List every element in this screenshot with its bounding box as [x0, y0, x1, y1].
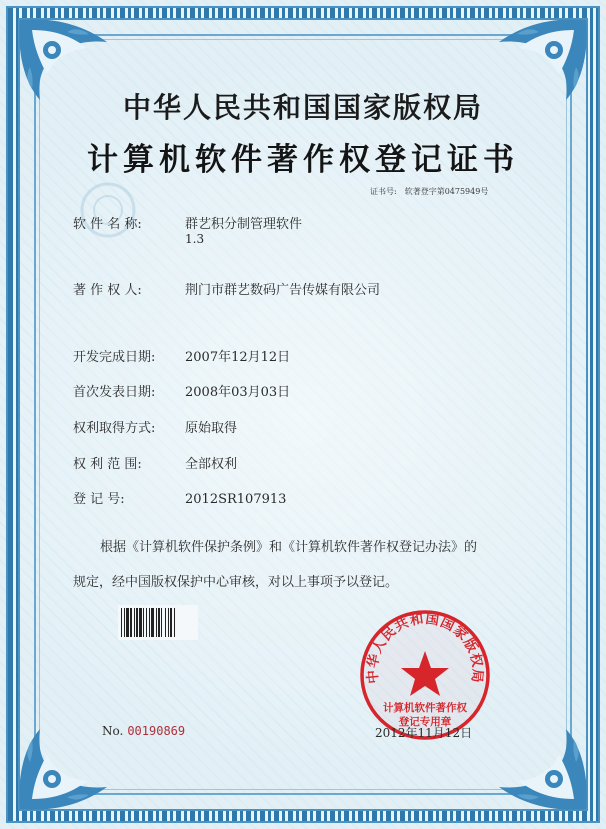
field-rights-scope [73, 453, 237, 472]
serial-value: 00190869 [127, 724, 186, 738]
field-value: 2012SR107913 [185, 492, 287, 507]
field-value: 2008年03月03日 [185, 385, 291, 400]
serial-prefix: No. [102, 724, 124, 738]
field-label: 登 记 号: [73, 492, 125, 507]
field-value: 全部权利 [185, 457, 238, 472]
seal-line1: 计算机软件著作权 [383, 702, 467, 714]
field-label: 权利取得方式: [73, 421, 156, 436]
field-completion-date [73, 346, 290, 365]
field-value: 荆门市群艺数码广告传媒有限公司 [185, 283, 381, 298]
corner-ornament-icon [484, 722, 594, 817]
field-label: 著 作 权 人: [73, 283, 142, 298]
field-software-name [73, 213, 302, 232]
field-label: 开发完成日期: [73, 350, 156, 365]
field-label: 首次发表日期: [73, 385, 156, 400]
official-seal-icon [357, 607, 493, 743]
certificate-number [370, 186, 496, 197]
field-acquisition-method [73, 417, 237, 436]
certificate-number-value: 软著登字第0475949号 [404, 187, 489, 196]
seal-ring-text: 中华人民共和国国家版权局 [364, 610, 486, 685]
field-value: 群艺积分制管理软件 [185, 217, 303, 232]
field-registration-number [73, 488, 286, 507]
field-label: 权 利 范 围: [73, 457, 142, 472]
body-text-line2: 规定，经中国版权保护中心审核，对以上事项予以登记。 [73, 575, 399, 590]
certificate-title: 计算机软件著作权登记证书 [87, 142, 519, 178]
field-label: 软 件 名 称: [73, 217, 142, 232]
field-value: 原始取得 [185, 421, 238, 436]
certificate-number-label: 证书号: [370, 187, 397, 196]
issue-date: 2012年11月12日 [375, 726, 473, 740]
issuer-title: 中华人民共和国国家版权局 [122, 91, 483, 124]
field-publication-date [73, 381, 290, 400]
seal-line2: 登记专用章 [398, 716, 452, 728]
body-text-line1: 根据《计算机软件保护条例》和《计算机软件著作权登记办法》的 [100, 540, 478, 555]
serial-number [102, 724, 185, 738]
field-copyright-owner [73, 279, 380, 298]
software-version: 1.3 [185, 232, 205, 246]
barcode-icon [118, 605, 198, 640]
field-value: 2007年12月12日 [185, 350, 291, 365]
